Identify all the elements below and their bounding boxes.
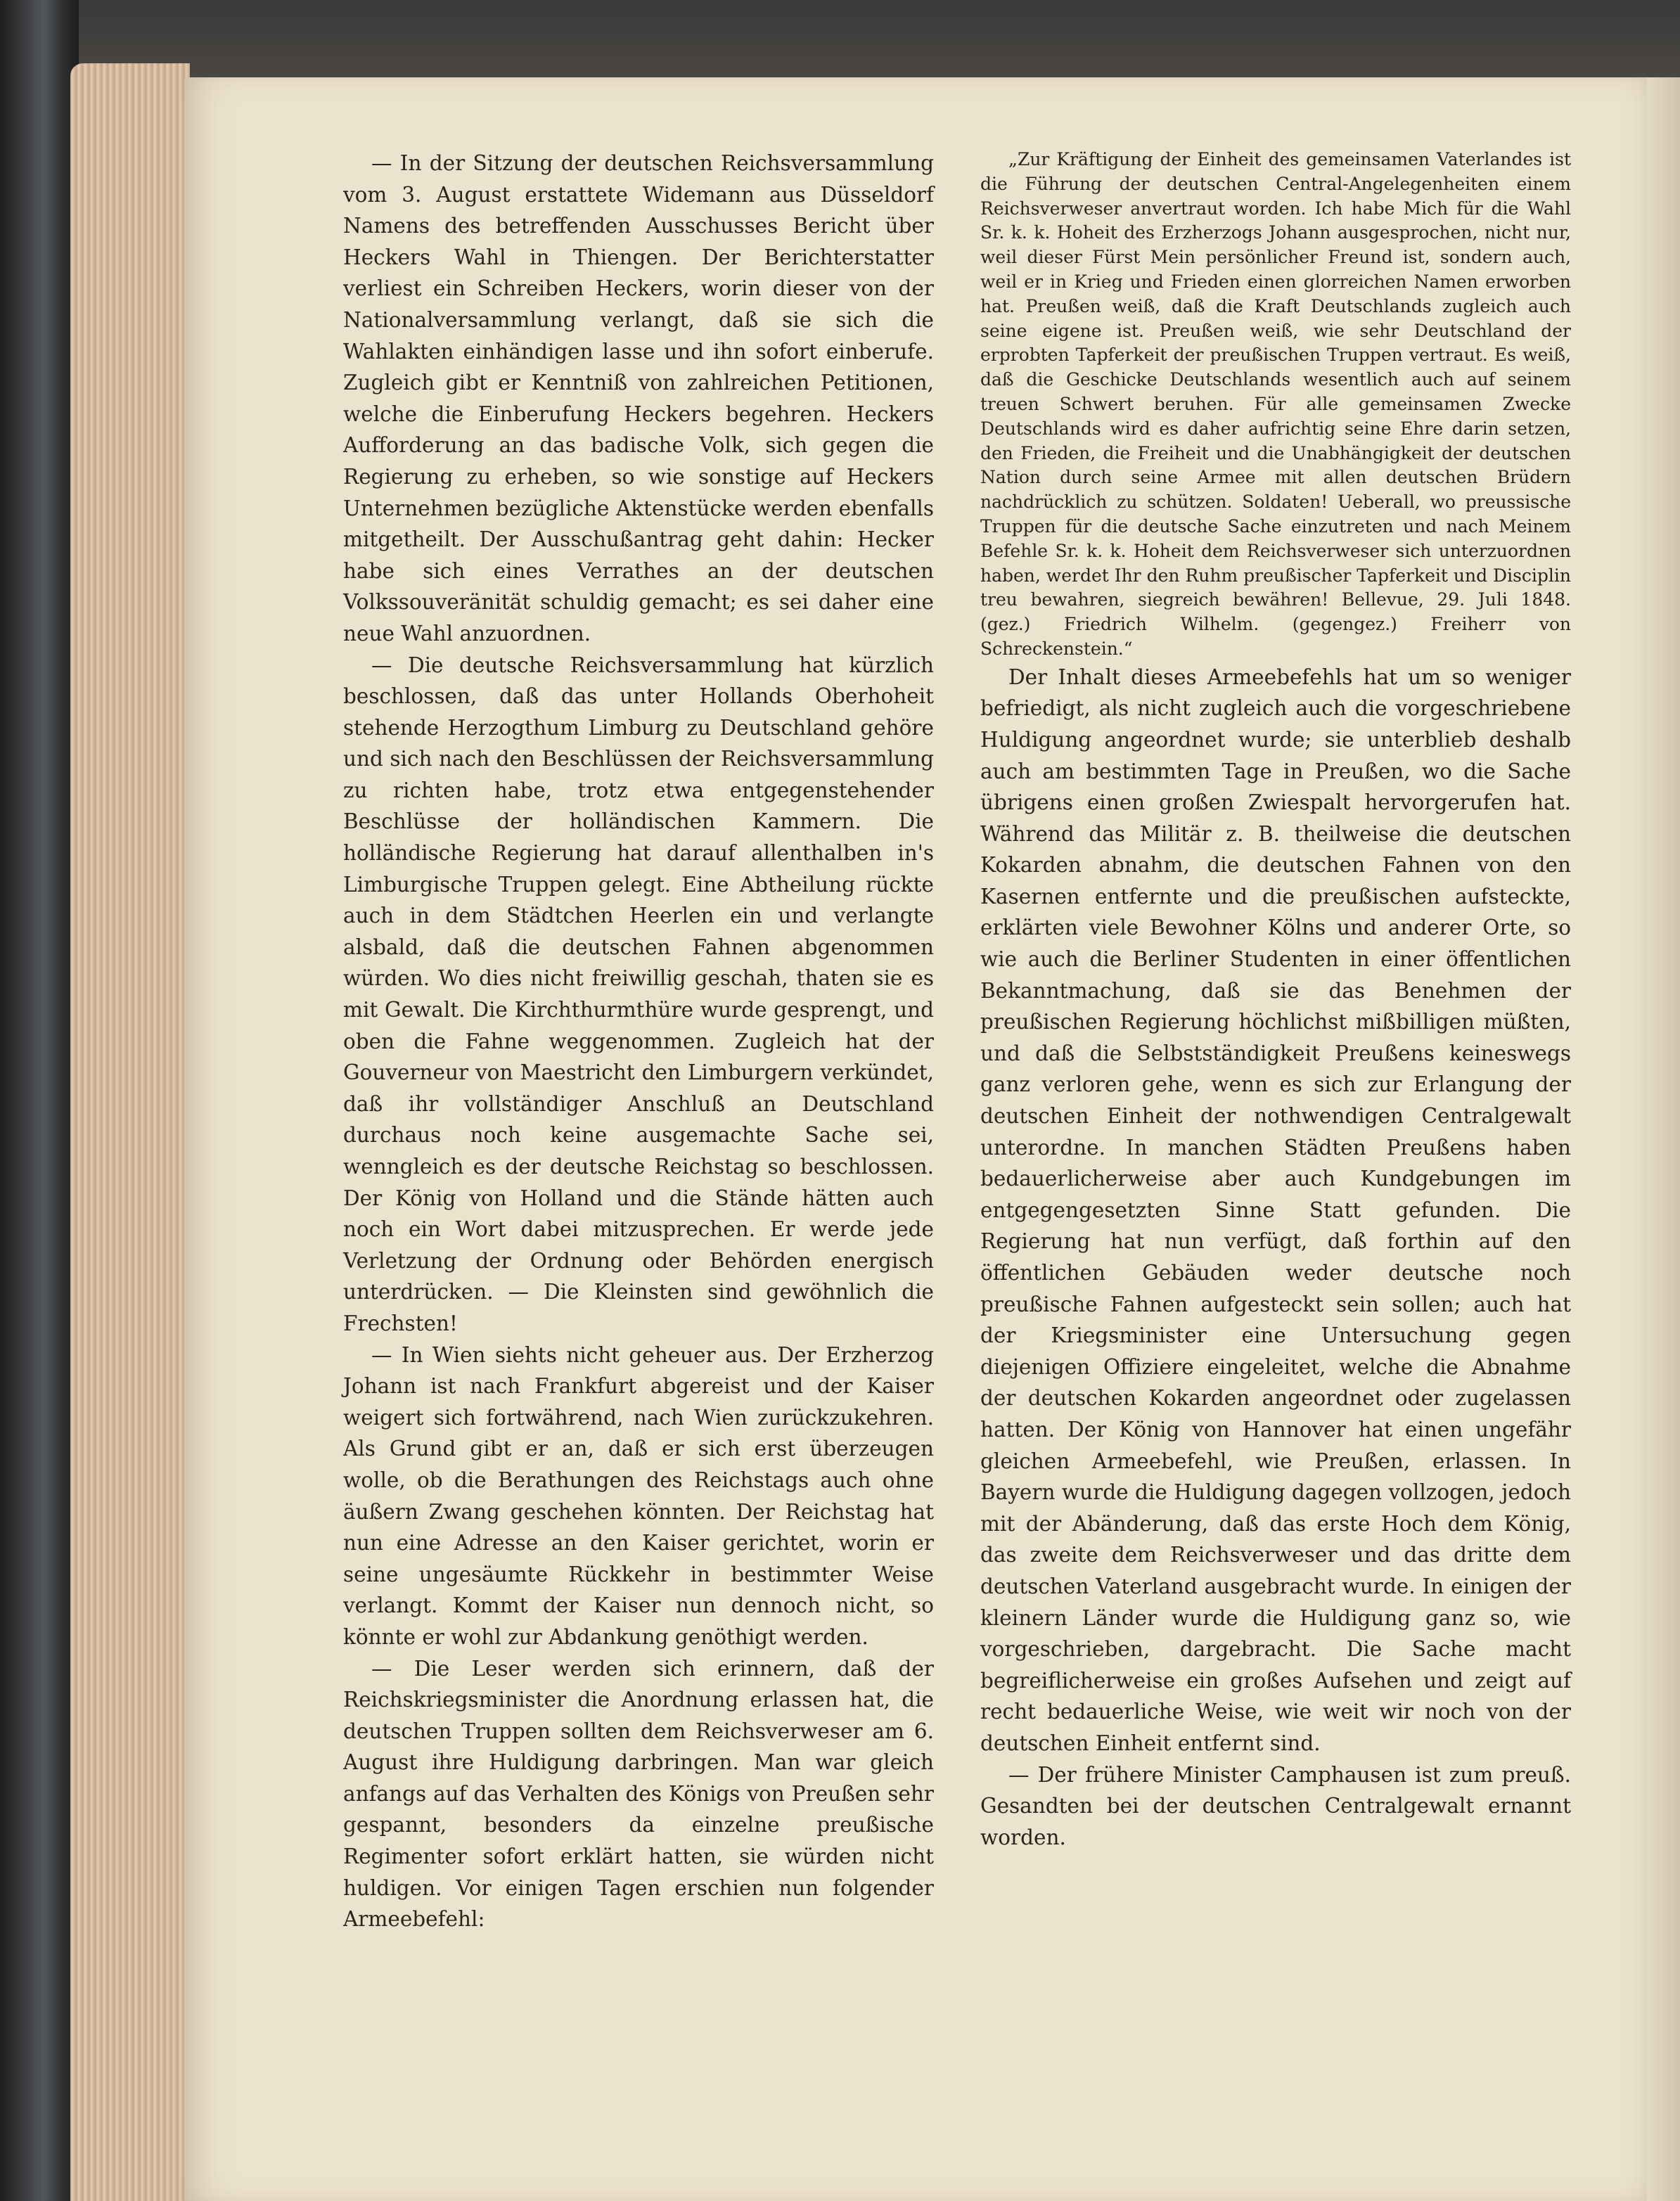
left-column (343, 148, 934, 1935)
background-top (70, 0, 1680, 77)
armeebefehl-quote: „Zur Kräftigung der Einheit des gemeinsamen Vaterlandes ist die Führung der deutschen Central-Angelegenheiten einem Reichsverweser anvertraut worden. Ich habe Mich für die Wahl Sr. k. k. Hoheit des Erzherzogs Johann ausgesprochen, nicht nur, weil dieser Fürst Mein persönlicher Freund ist, sondern auch, weil er in Krieg und Frieden einen glorreichen Namen erworben hat. Preußen weiß, daß die Kraft Deutschlands zugleich auch seine eigene ist. Preußen weiß, wie sehr Deutschland der erprobten Tapferkeit der preußischen Truppen vertraut. Es weiß, daß die Geschicke Deutschlands wesentlich auch auf seinem treuen Schwert beruhen. Für alle gemeinsamen Zwecke Deutschlands wird es daher aufrichtig seine Ehre darin setzen, den Frieden, die Freiheit und die Unabhängigkeit der deutschen Nation durch seine Armee mit allen deutschen Brüdern nachdrücklich zu schützen. Soldaten! Ueberall, wo preussische Truppen für die deutsche Sache einzutreten und nach Meinem Befehle Sr. k. k. Hoheit dem Reichsverweser sich unterzuordnen haben, werdet Ihr den Ruhm preußischer Tapferkeit und Disciplin treu bewahren, siegreich bewähren! Bellevue, 29. Juli 1848. (gez.) Friedrich Wilhelm. (gegengez.) Freiherr von Schreckenstein.“ (980, 149, 1571, 659)
book-spine (0, 0, 79, 2201)
article-limburg: — Die deutsche Reichsversammlung hat kürzlich beschlossen, daß das unter Hollands Oberhoheit stehende Herzogthum Limburg zu Deutschland gehöre und sich nach den Beschlüssen der Reichsversammlung zu richten habe, trotz etwa entgegenstehender Beschlüsse der holländischen Kammern. Die holländische Regierung hat darauf allenthalben in's Limburgische Truppen gelegt. Eine Abtheilung rückte auch in dem Städtchen Heerlen ein und verlangte alsbald, daß die deutschen Fahnen abgenommen würden. Wo dies nicht freiwillig geschah, thaten sie es mit Gewalt. Die Kirchthurmthüre wurde gesprengt, und oben die Fahne weggenommen. Zugleich hat der Gouverneur von Maestricht den Limburgern verkündet, daß ihr vollständiger Anschluß an Deutschland durchaus noch keine ausgemachte Sache sei, wenngleich es der deutsche Reichstag so beschlossen. Der König von Holland und die Stände hätten auch noch ein Wort dabei mitzusprechen. Er werde jede Verletzung der Ordnung oder Behörden energisch unterdrücken. — Die Kleinsten sind gewöhnlich die Frechsten! (343, 653, 934, 1335)
article-huldigung: — Die Leser werden sich erinnern, daß der Reichskriegsminister die Anordnung erlassen hat, die deutschen Truppen sollten dem Reichsverweser am 6. August ihre Huldigung darbringen. Man war gleich anfangs auf das Verhalten des Königs von Preußen sehr gespannt, besonders da einzelne preußische Regimenter sofort erklärt hatten, sie würden nicht huldigen. Vor einigen Tagen erschien nun folgender Armeebefehl: (343, 1656, 934, 1932)
article-armeebefehl-reaction: Der Inhalt dieses Armeebefehls hat um so weniger befriedigt, als nicht zugleich auch die vorgeschriebene Huldigung angeordnet wurde; sie unterblieb deshalb auch am bestimmten Tage in Preußen, wo die Sache übrigens einen großen Zwiespalt hervorgerufen hat. Während das Militär z. B. theilweise die deutschen Kokarden abnahm, die deutschen Fahnen von den Kasernen entfernte und die preußischen aufsteckte, erklärten viele Bewohner Kölns und anderer Orte, so wie auch die Berliner Studenten in einer öffentlichen Bekanntmachung, daß sie das Benehmen der preußischen Regierung höchlichst mißbilligen müßten, und daß die Selbstständigkeit Preußens keineswegs ganz verloren gehe, wenn es sich zur Erlangung der deutschen Einheit der nothwendigen Centralgewalt unterordne. In manchen Städten Preußens haben bedauerlicherweise aber auch Kundgebungen im entgegengesetzten Sinne Statt gefunden. Die Regierung hat nun verfügt, daß forthin auf den öffentlichen Gebäuden weder deutsche noch preußische Fahnen aufgesteckt sein sollen; auch hat der Kriegsminister eine Untersuchung gegen diejenigen Offiziere eingeleitet, welche die Abnahme der deutschen Kokarden angeordnet oder zugelassen hatten. Der König von Hannover hat einen ungefähr gleichen Armeebefehl, wie Preußen, erlassen. In Bayern wurde die Huldigung dagegen vollzogen, jedoch mit der Abänderung, daß das erste Hoch dem König, das zweite dem Reichsverweser und das dritte dem deutschen Vaterland ausgebracht wurde. In einigen der kleinern Länder wurde die Huldigung ganz so, wie vorgeschrieben, dargebracht. Die Sache macht begreiflicherweise ein großes Aufsehen und zeigt auf recht bedauerliche Weise, wie weit wir noch von der deutschen Einheit entfernt sind. (980, 665, 1571, 1755)
article-wien: — In Wien siehts nicht geheuer aus. Der Erzherzog Johann ist nach Frankfurt abgereist und der Kaiser weigert sich fortwährend, nach Wien zurückzukehren. Als Grund gibt er an, daß er sich erst überzeugen wolle, ob die Berathungen des Reichstags auch ohne äußern Zwang geschehen könnten. Der Reichstag hat nun eine Adresse an den Kaiser gerichtet, worin er seine ungesäumte Rückkehr in bestimmter Weise verlangt. Kommt der Kaiser nun dennoch nicht, so könnte er wohl zur Abdankung genöthigt werden. (343, 1342, 934, 1649)
page-right-edge (1647, 77, 1680, 2201)
right-column (980, 148, 1571, 1853)
article-camphausen: — Der frühere Minister Camphausen ist zum preuß. Gesandten bei der deutschen Centralgewalt ernannt worden. (980, 1762, 1571, 1849)
page-edges (70, 63, 190, 2201)
article-reichsversammlung-hecker: — In der Sitzung der deutschen Reichsversammlung vom 3. August erstattete Widemann aus Düsseldorf Namens des betreffenden Ausschusses Bericht über Heckers Wahl in Thiengen. Der Berichterstatter verliest ein Schreiben Heckers, worin dieser von der Nationalversammlung verlangt, daß sie sich die Wahlakten einhändigen lasse und ihn sofort einberufe. Zugleich gibt er Kenntniß von zahlreichen Petitionen, welche die Einberufung Heckers begehren. Heckers Aufforderung an das badische Volk, sich gegen die Regierung zu erheben, so wie sonstige auf Heckers Unternehmen bezügliche Aktenstücke werden ebenfalls mitgetheilt. Der Ausschußantrag geht dahin: Hecker habe sich eines Verrathes an der deutschen Volkssouveränität schuldig gemacht; es sei daher eine neue Wahl anzuordnen. (343, 151, 934, 646)
